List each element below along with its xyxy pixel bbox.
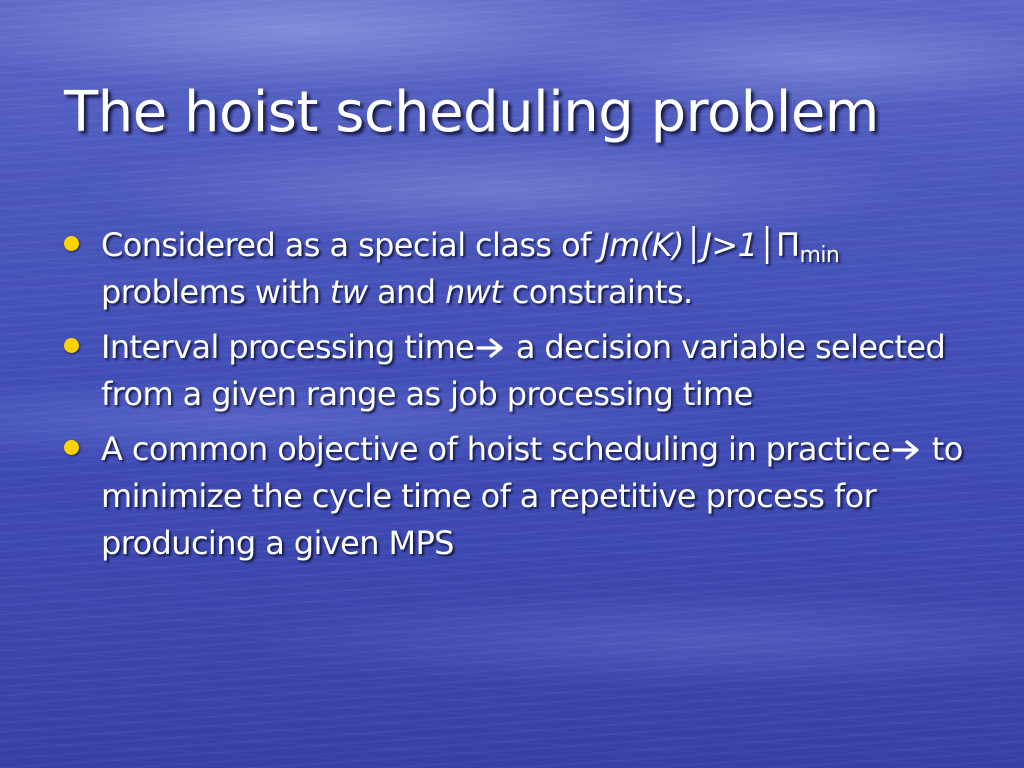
bullet-dot-icon [64,440,79,455]
bullet-1-jm: Jm(K) [600,226,684,264]
bullet-1-sep2: │ [757,226,777,264]
bullet-3-tail: to minimize the cycle time of a repetitive process for producing a given MPS [101,430,963,562]
bullet-list [60,222,980,575]
bullet-item-2 [60,324,980,418]
bullet-2-tail: a decision variable selected from a given range as job processing time [101,328,946,413]
slide-title: The hoist scheduling problem [64,80,879,145]
right-arrow-icon [476,337,506,359]
bullet-1-pi-sub: min [799,243,840,268]
bullet-1-nwt: nwt [445,273,503,311]
right-arrow-icon [892,439,922,461]
bullet-1-prefix: Considered as a special class of [101,226,601,264]
bullet-dot-icon [64,338,79,353]
bullet-1-line2-prefix: problems with [101,273,330,311]
bullet-3-head: A common objective of hoist scheduling in practice [101,430,891,468]
bullet-item-1 [60,222,980,316]
bullet-1-pi: Π [776,226,800,264]
bullet-dot-icon [64,236,79,251]
bullet-2-head: Interval processing time [101,328,475,366]
bullet-1-tw: tw [329,273,368,311]
bullet-1-suffix: constraints. [502,273,693,311]
bullet-1-and: and [367,273,446,311]
bullet-1-j: J>1 [702,226,758,264]
bullet-item-3 [60,426,980,567]
bullet-1-sep1: │ [683,226,703,264]
